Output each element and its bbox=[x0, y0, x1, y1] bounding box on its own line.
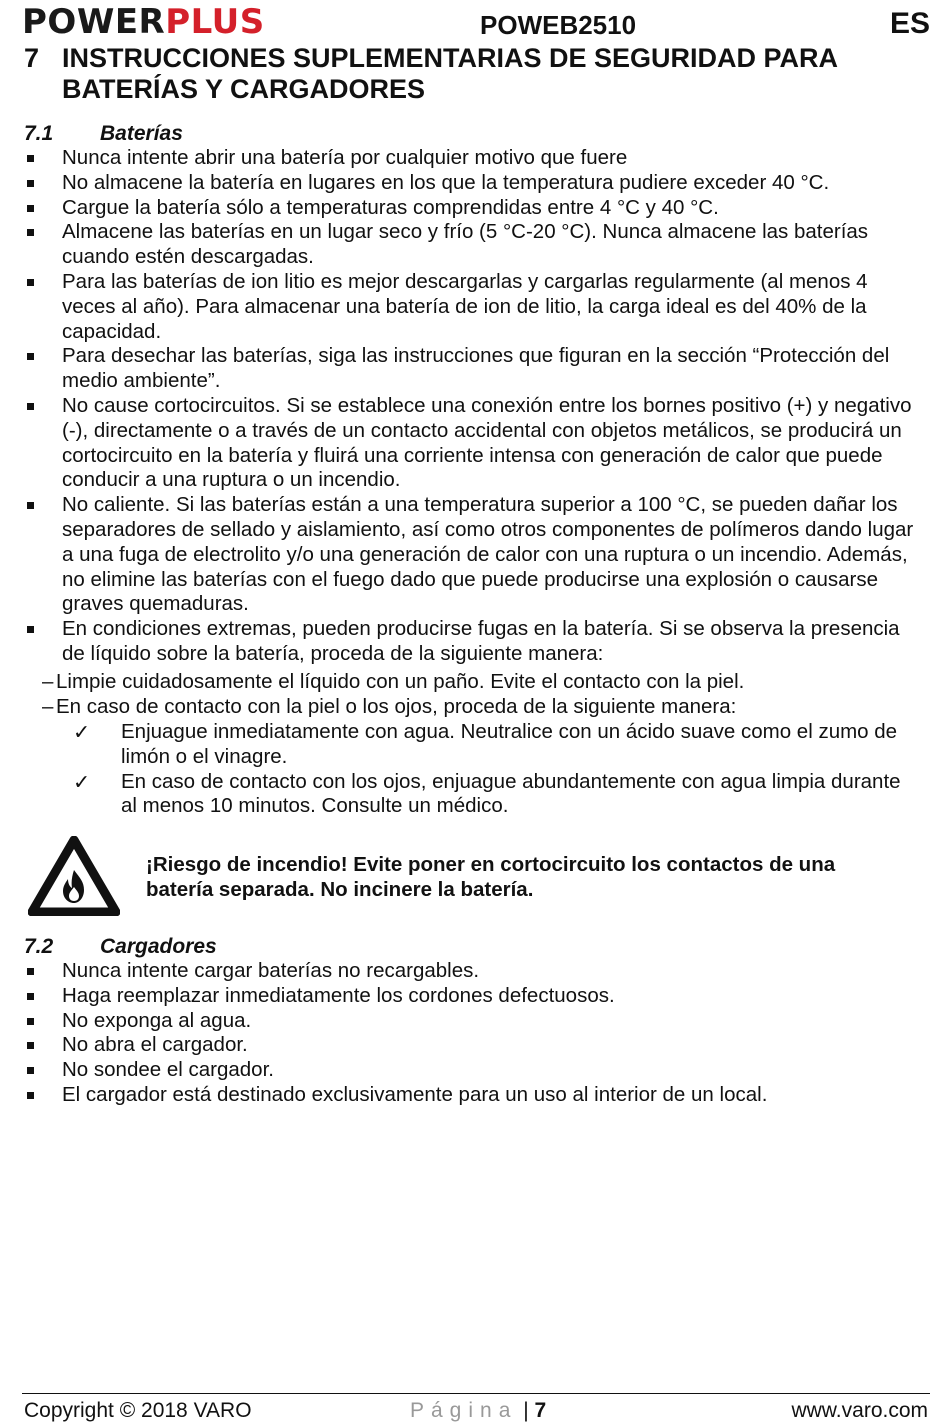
list-item bbox=[62, 171, 917, 196]
leak-procedure-list bbox=[42, 670, 906, 720]
page-indicator bbox=[410, 1398, 546, 1424]
square-bullet-icon bbox=[27, 403, 34, 410]
list-item bbox=[62, 1009, 917, 1034]
list-item bbox=[62, 984, 917, 1009]
checkmark-icon: ✓ bbox=[73, 769, 91, 794]
subsection-number-batteries: 7.1 bbox=[24, 122, 54, 145]
brand-logo-power: POWER bbox=[22, 2, 166, 42]
list-item-text: No caliente. Si las baterías están a una temperatura superior a 100 °C, se pueden dañar los separadores de sellado y aislamiento, así como otros componentes de polímeros dando lugar a una fuga de electrolito y/o una generación de calor con una ruptura o un incendio. Además, no elimine las baterías con el fuego dado que puede producirse una explosión o causarse graves quemaduras. bbox=[62, 493, 914, 616]
list-item-text: Para desechar las baterías, siga las instrucciones que figuran en la sección “Protección del medio ambiente”. bbox=[62, 344, 890, 393]
list-item-text: En condiciones extremas, pueden producirse fugas en la batería. Si se observa la presencia de líquido sobre la batería, proceda de la siguiente manera: bbox=[62, 617, 900, 665]
list-item bbox=[42, 670, 906, 695]
fire-warning-icon bbox=[28, 836, 120, 916]
list-item-text: No sondee el cargador. bbox=[62, 1058, 274, 1082]
list-item-text: Para las baterías de ion litio es mejor descargarlas y cargarlas regularmente (al menos 4 veces al año). Para almacenar una batería de ion de litio, la carga ideal es del 40% de la capacidad. bbox=[62, 269, 868, 343]
square-bullet-icon bbox=[27, 1018, 34, 1025]
list-item bbox=[62, 220, 917, 270]
square-bullet-icon bbox=[27, 1092, 34, 1099]
list-item bbox=[62, 493, 917, 617]
section-title: INSTRUCCIONES SUPLEMENTARIAS DE SEGURIDAD PARA BATERÍAS Y CARGADORES bbox=[62, 43, 838, 104]
list-item bbox=[62, 394, 917, 493]
list-item bbox=[62, 270, 917, 344]
list-item-text: No abra el cargador. bbox=[62, 1033, 248, 1057]
square-bullet-icon bbox=[27, 626, 34, 633]
subsection-number-chargers: 7.2 bbox=[24, 935, 54, 958]
brand-logo bbox=[22, 4, 265, 40]
page-label: Página bbox=[410, 1399, 518, 1422]
list-item-text: Nunca intente cargar baterías no recargables. bbox=[62, 959, 480, 982]
page-separator: | bbox=[517, 1399, 535, 1422]
model-number: POWEB2510 bbox=[480, 10, 637, 40]
list-item-text: No exponga al agua. bbox=[62, 1008, 252, 1032]
list-item bbox=[62, 146, 917, 171]
square-bullet-icon bbox=[27, 968, 34, 975]
list-item-text: Cargue la batería sólo a temperaturas comprendidas entre 4 °C y 40 °C. bbox=[62, 195, 719, 219]
language-code: ES bbox=[889, 7, 930, 40]
list-item-text: En caso de contacto con la piel o los ojos, proceda de la siguiente manera: bbox=[56, 694, 737, 718]
list-item bbox=[62, 617, 917, 667]
list-item bbox=[62, 1083, 917, 1108]
dash-bullet-icon: – bbox=[42, 670, 54, 693]
square-bullet-icon bbox=[27, 353, 34, 360]
dash-bullet-icon: – bbox=[42, 694, 54, 718]
square-bullet-icon bbox=[27, 1067, 34, 1074]
list-item bbox=[73, 769, 916, 820]
list-item-text: No almacene la batería en lugares en los que la temperatura pudiere exceder 40 °C. bbox=[62, 170, 830, 194]
square-bullet-icon bbox=[27, 205, 34, 212]
brand-logo-plus: PLUS bbox=[165, 2, 265, 42]
square-bullet-icon bbox=[27, 279, 34, 286]
battery-safety-list bbox=[62, 146, 917, 667]
list-item bbox=[62, 1058, 917, 1083]
list-item-text: Limpie cuidadosamente el líquido con un paño. Evite el contacto con la piel. bbox=[56, 670, 745, 693]
checkmark-icon: ✓ bbox=[73, 720, 91, 744]
fire-warning-text: ¡Riesgo de incendio! Evite poner en cortocircuito los contactos de una batería separada. No incinere la batería. bbox=[146, 853, 836, 901]
list-item-text: Almacene las baterías en un lugar seco y frío (5 °C-20 °C). Nunca almacene las baterías cuando estén descargadas. bbox=[62, 220, 869, 269]
list-item-text: Enjuague inmediatamente con agua. Neutralice con un ácido suave como el zumo de limón o el vinagre. bbox=[121, 720, 898, 768]
list-item bbox=[62, 1033, 917, 1058]
list-item-text: Haga reemplazar inmediatamente los cordones defectuosos. bbox=[62, 983, 615, 1007]
subsection-title-chargers: Cargadores bbox=[100, 935, 217, 958]
copyright-text: Copyright © 2018 VARO bbox=[24, 1399, 252, 1422]
square-bullet-icon bbox=[27, 229, 34, 236]
list-item-text: Nunca intente abrir una batería por cualquier motivo que fuere bbox=[62, 146, 628, 169]
square-bullet-icon bbox=[27, 993, 34, 1000]
list-item bbox=[62, 959, 917, 984]
section-number: 7 bbox=[24, 43, 40, 73]
subsection-title-batteries: Baterías bbox=[100, 122, 183, 145]
list-item bbox=[42, 694, 906, 720]
list-item-text: El cargador está destinado exclusivamente para un uso al interior de un local. bbox=[62, 1082, 768, 1106]
list-item bbox=[73, 720, 916, 770]
list-item bbox=[62, 344, 917, 394]
footer-divider bbox=[22, 1393, 930, 1394]
charger-safety-list bbox=[62, 959, 917, 1108]
list-item bbox=[62, 196, 917, 221]
website-link[interactable]: www.varo.com bbox=[791, 1399, 928, 1422]
square-bullet-icon bbox=[27, 155, 34, 162]
square-bullet-icon bbox=[27, 180, 34, 187]
contact-procedure-list bbox=[73, 720, 916, 819]
list-item-text: En caso de contacto con los ojos, enjuague abundantemente con agua limpia durante al menos 10 minutos. Consulte un médico. bbox=[121, 769, 901, 818]
square-bullet-icon bbox=[27, 1042, 34, 1049]
list-item-text: No cause cortocircuitos. Si se establece una conexión entre los bornes positivo (+) y negativo (-), directamente o a través de un contacto accidental con objetos metálicos, se producirá un cortocircuito en la batería y fluirá una corriente intensa con generación de calor que puede conducir a una ruptura o un incendio. bbox=[62, 393, 912, 492]
page-number: 7 bbox=[534, 1399, 547, 1422]
square-bullet-icon bbox=[27, 502, 34, 509]
